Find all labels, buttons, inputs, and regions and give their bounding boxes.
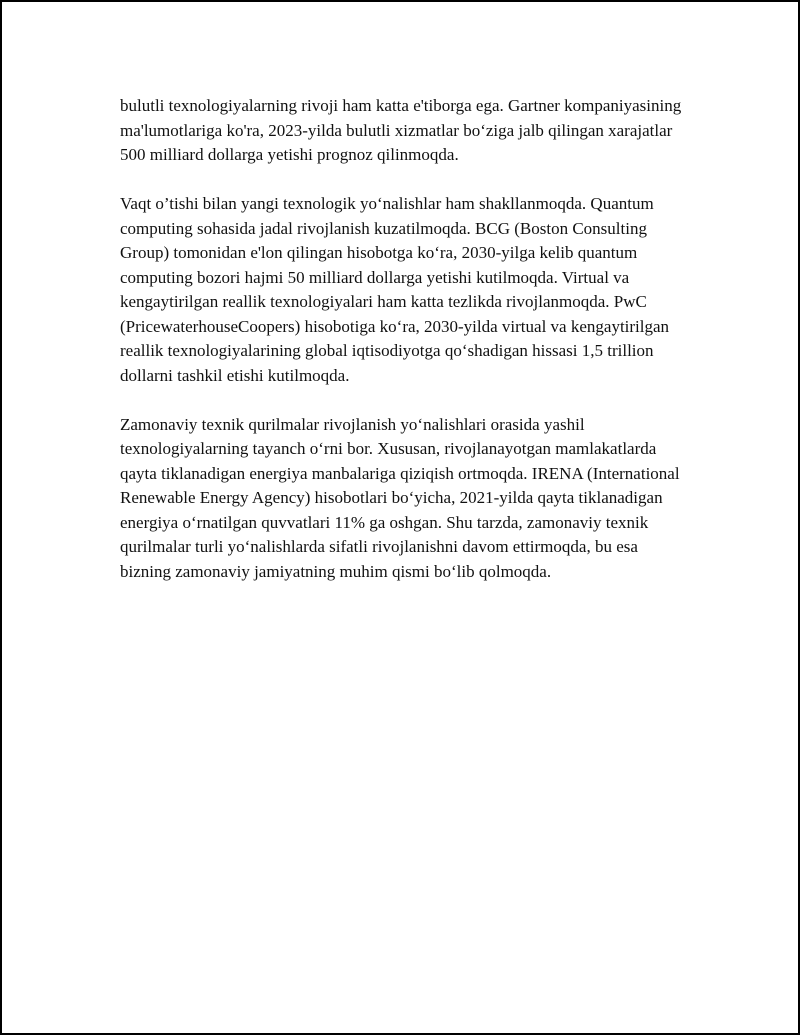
document-body (120, 94, 690, 609)
paragraph-new-technologies: Vaqt o’tishi bilan yangi texnologik yo‘nalishlar ham shakllanmoqda. Quantum computing sohasida jadal rivojlanish kuzatilmoqda. BCG (Boston Consulting Group) tomonidan e'lon qilingan hisobotga ko‘ra, 2030-yilga kelib quantum computing bozori hajmi 50 milliard dollarga yetishi kutilmoqda. Virtual va kengaytirilgan reallik texnologiyalari ham katta tezlikda rivojlanmoqda. PwC (PricewaterhouseCoopers) hisobotiga ko‘ra, 2030-yilda virtual va kengaytirilgan reallik texnologiyalarining global iqtisodiyotga qo‘shadigan hissasi 1,5 trillion dollarni tashkil etishi kutilmoqda. (120, 194, 670, 385)
paragraph-green-technologies: Zamonaviy texnik qurilmalar rivojlanish yo‘nalishlari orasida yashil texnologiyalarning tayanch o‘rni bor. Xususan, rivojlanayotgan mamlakatlarda qayta tiklanadigan energiya manbalariga qiziqish ortmoqda. IRENA (International Renewable Energy Agency) hisobotlari bo‘yicha, 2021-yilda qayta tiklanadigan energiya o‘rnatilgan quvvatlari 11% ga oshgan. Shu tarzda, zamonaviy texnik qurilmalar turli yo‘nalishlarda sifatli rivojlanishni davom ettirmoqda, bu esa bizning zamonaviy jamiyatning muhim qismi bo‘lib qolmoqda. (120, 414, 680, 581)
paragraph-cloud-technologies: bulutli texnologiyalarning rivoji ham katta e'tiborga ega. Gartner kompaniyasining ma'lumotlariga ko'ra, 2023-yilda bulutli xizmatlar bo‘ziga jalb qilingan xarajatlar 500 milliard dollarga yetishi prognoz qilinmoqda. (120, 96, 682, 164)
